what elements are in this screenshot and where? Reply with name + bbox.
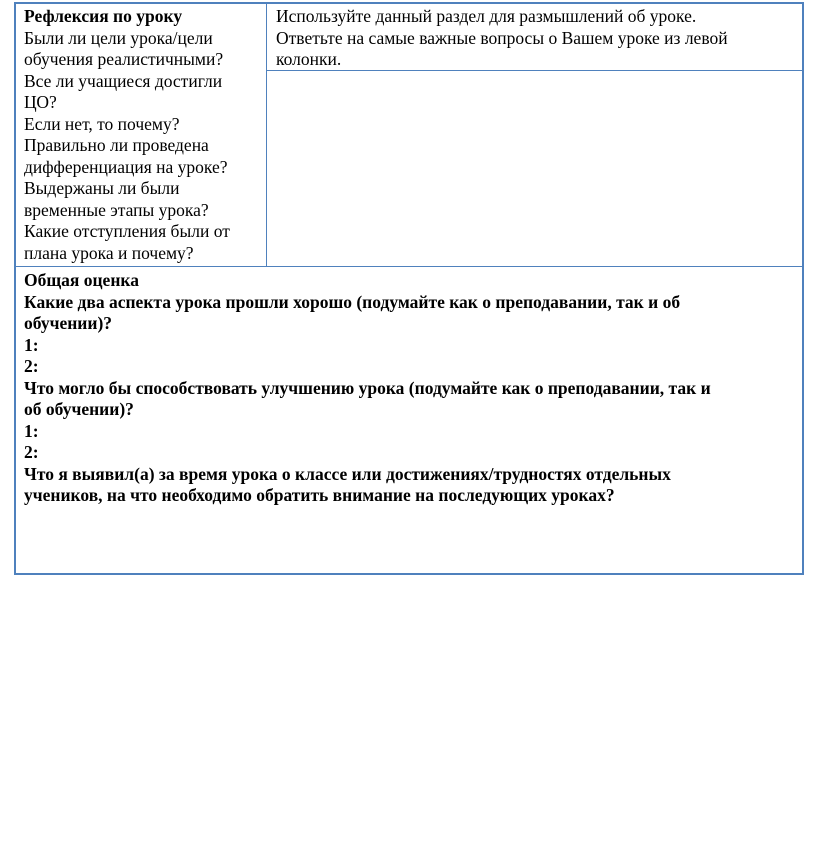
- answer-item-1[interactable]: 1:: [24, 420, 39, 441]
- reflection-question-line: Выдержаны ли были: [24, 178, 180, 198]
- reflection-question-line: обучения реалистичными?: [24, 49, 224, 69]
- reflection-questions-cell: [16, 4, 266, 266]
- row-divider: [266, 70, 802, 71]
- question-line: об обучении)?: [24, 399, 134, 419]
- instruction-line: Ответьте на самые важные вопросы о Вашем уроке из левой: [276, 27, 728, 48]
- reflection-question-line: Правильно ли проведена: [24, 135, 209, 155]
- answer-item-2[interactable]: 2:: [24, 442, 39, 462]
- question-line: Что я выявил(а) за время урока о классе или достижениях/трудностях отдельных: [24, 463, 671, 484]
- reflection-question-line: Все ли учащиеся достигли: [24, 70, 223, 91]
- lesson-reflection-table: [14, 2, 804, 575]
- question-line: Что могло бы способствовать улучшению урока (подумайте как о преподавании, так и: [24, 377, 711, 398]
- instruction-line: Используйте данный раздел для размышлений об уроке.: [276, 6, 697, 26]
- reflection-heading: Рефлексия по уроку: [24, 6, 183, 26]
- reflection-question-line: плана урока и почему?: [24, 242, 194, 263]
- overall-heading: Общая оценка: [24, 270, 139, 290]
- reflection-question-line: Были ли цели урока/цели: [24, 27, 213, 48]
- reflection-question-line: временные этапы урока?: [24, 199, 209, 220]
- reflection-question-line: Какие отступления были от: [24, 221, 230, 241]
- reflection-instruction-cell: [266, 4, 802, 70]
- column-divider: [266, 4, 267, 266]
- question-line: обучении)?: [24, 313, 113, 333]
- reflection-notes-area[interactable]: [266, 70, 802, 266]
- instruction-line: колонки.: [276, 49, 342, 69]
- reflection-question-line: дифференциация на уроке?: [24, 156, 228, 177]
- overall-assessment-cell: [16, 266, 802, 573]
- answer-item-2[interactable]: 2:: [24, 356, 39, 376]
- reflection-question-line: Если нет, то почему?: [24, 113, 180, 134]
- question-line: Какие два аспекта урока прошли хорошо (подумайте как о преподавании, так и об: [24, 291, 681, 312]
- reflection-question-line: ЦО?: [24, 92, 57, 112]
- answer-item-1[interactable]: 1:: [24, 334, 39, 355]
- question-line: учеников, на что необходимо обратить внимание на последующих уроках?: [24, 485, 615, 505]
